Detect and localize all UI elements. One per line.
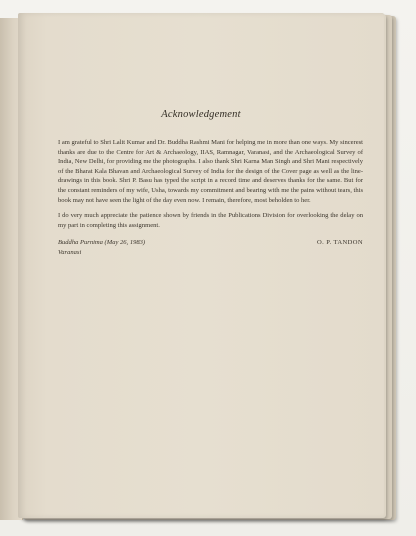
page-heading: Acknowledgement	[161, 109, 241, 120]
signature-author: O. P. TANDON	[317, 239, 363, 247]
paragraph-1: I am grateful to Shri Lalit Kumar and Dr. Buddha Rashmi Mani for helping me in more than one ways. My sincerest thanks are due to the Centre for Art & Archaeology, IIAS, Ramnagar, Varanasi, and the Archaeological Survey of India, New Delhi, for providing me the photographs. I also thank Shri Karna Man Singh and Shri Mani respectively of the Bharat Kala Bhavan and Archaeological Survey of India for the design of the Cover page as well as the line-drawings in this book. Shri P. Basu has typed the script in a record time and deserves thanks for the same. But for the constant reminders of my wife, Usha, towards my commitment and bearing with me the pains without tears, this book may not have seen the light of the day even now. I remain, therefore, most beholden to her.	[58, 139, 363, 204]
paragraph-2: I do very much appreciate the patience shown by friends in the Publications Division for overlooking the delay on my part in completing this assignment.	[58, 212, 363, 229]
signature-date: Buddha Purnima (May 26, 1983)	[58, 239, 146, 247]
document-page	[18, 13, 384, 518]
acknowledgement-body	[58, 138, 363, 258]
signature-place: Varanasi	[58, 248, 82, 256]
signature-block	[58, 238, 363, 257]
